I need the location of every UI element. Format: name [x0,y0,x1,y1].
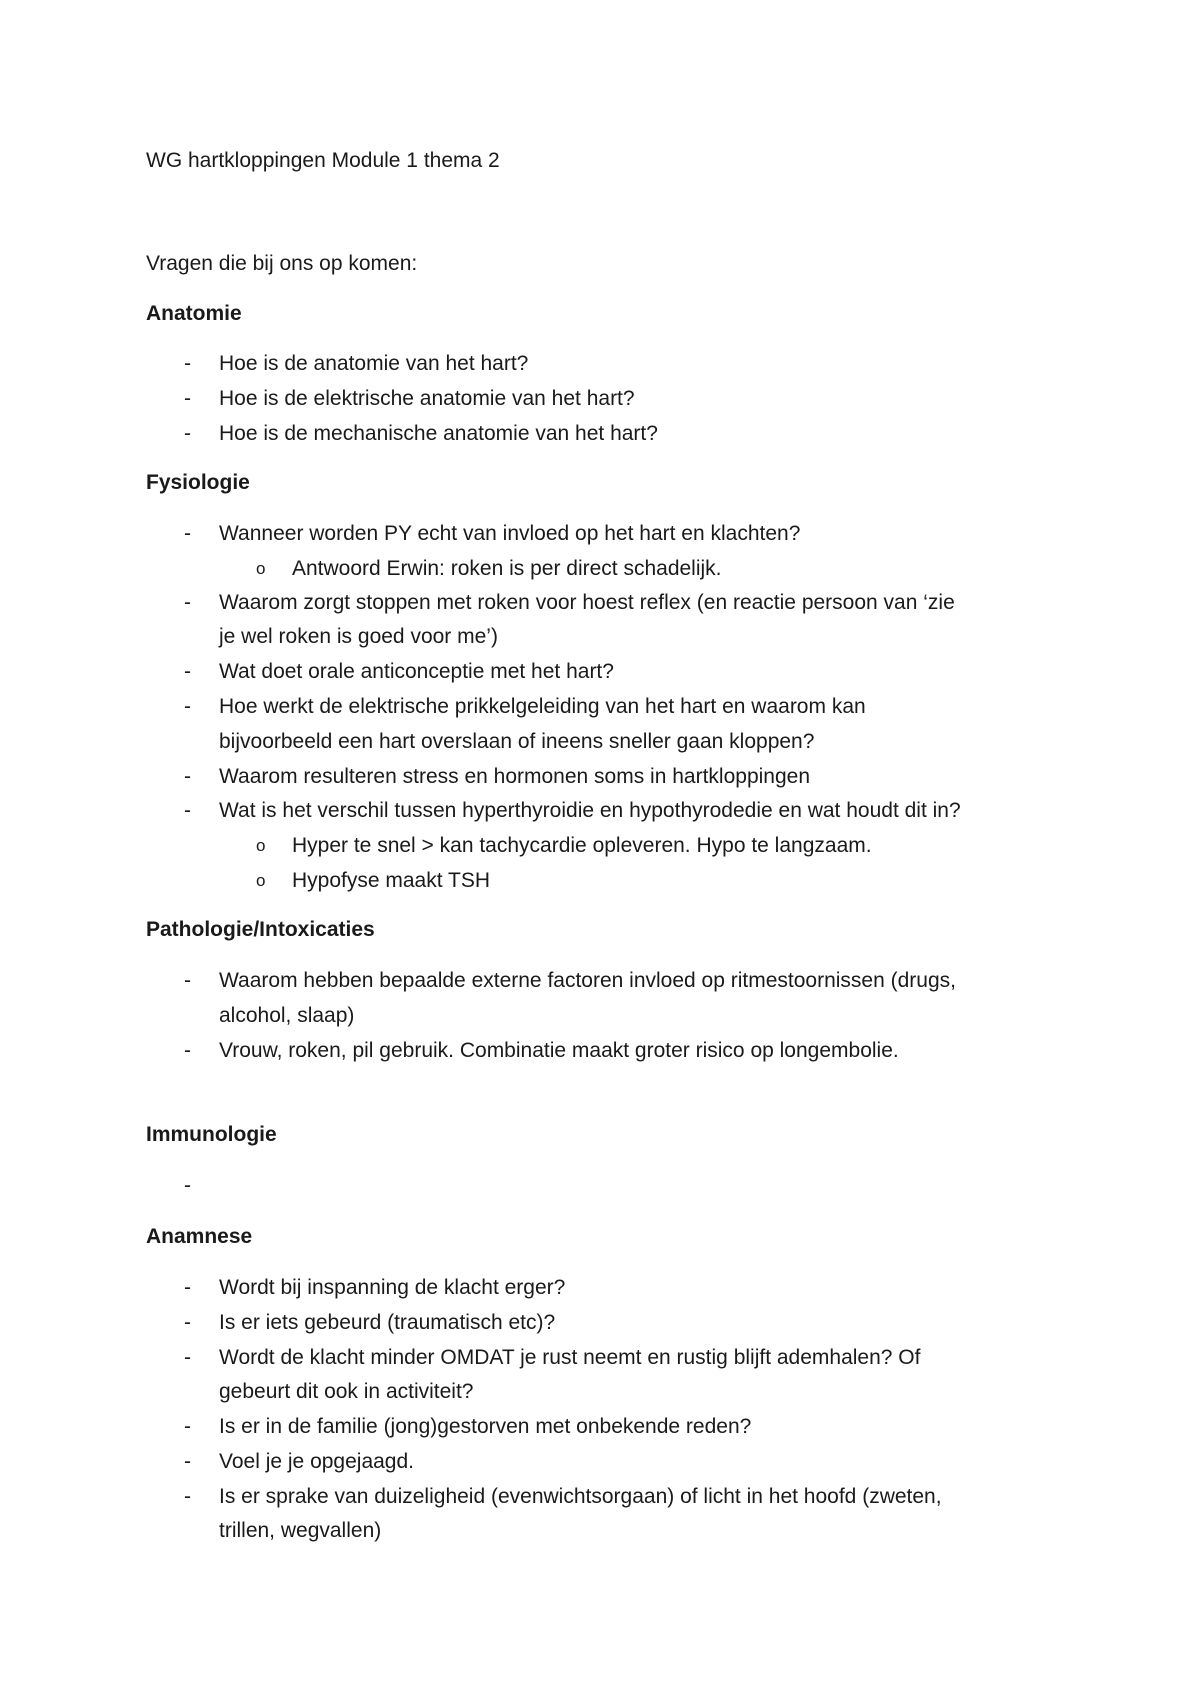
heading-anatomie: Anatomie [146,302,242,325]
list-item-text: Voel je je opgejaagd. [219,1450,414,1473]
sub-list-item-text: Hypofyse maakt TSH [292,869,491,892]
list-item-text: Hoe werkt de elektrische prikkelgeleiding van het hart en waarom kan [219,695,866,718]
list-item-text: je wel roken is goed voor me’) [219,625,498,648]
sub-list-item-text: Hyper te snel > kan tachycardie opleveren. Hypo te langzaam. [292,834,872,857]
list-dash: - [184,799,191,822]
list-dash: - [184,695,191,718]
sub-bullet: o [256,836,266,855]
list-dash: - [184,660,191,683]
list-dash: - [184,522,191,545]
list-dash: - [184,1276,191,1299]
list-item-text: bijvoorbeeld een hart overslaan of ineens sneller gaan kloppen? [219,730,815,753]
list-item-text: Is er iets gebeurd (traumatisch etc)? [219,1311,556,1334]
list-dash: - [184,387,191,410]
list-dash: - [184,422,191,445]
list-dash: - [184,1346,191,1369]
document-title: WG hartkloppingen Module 1 thema 2 [146,149,500,172]
list-item-text: Is er sprake van duizeligheid (evenwichtsorgaan) of licht in het hoofd (zweten, [219,1485,942,1508]
list-item-text: Waarom hebben bepaalde externe factoren invloed op ritmestoornissen (drugs, [219,969,956,992]
list-dash: - [184,1311,191,1334]
heading-fysiologie: Fysiologie [146,471,250,494]
sub-bullet: o [256,871,266,890]
list-dash: - [184,1415,191,1438]
sub-list-item-text: Antwoord Erwin: roken is per direct schadelijk. [292,557,722,580]
list-item-text: Hoe is de anatomie van het hart? [219,352,529,375]
list-item-text: trillen, wegvallen) [219,1519,382,1542]
sub-bullet: o [256,559,266,578]
list-item-text: Waarom zorgt stoppen met roken voor hoest reflex (en reactie persoon van ‘zie [219,591,955,614]
list-item-text: Waarom resulteren stress en hormonen soms in hartkloppingen [219,765,811,788]
heading-anamnese: Anamnese [146,1225,253,1248]
list-item-text: Hoe is de elektrische anatomie van het hart? [219,387,635,410]
list-item-text: Wordt de klacht minder OMDAT je rust neemt en rustig blijft ademhalen? Of [219,1346,921,1369]
list-dash: - [184,352,191,375]
list-item-text: alcohol, slaap) [219,1004,355,1027]
list-item-text: gebeurt dit ook in activiteit? [219,1380,474,1403]
heading-immunologie: Immunologie [146,1123,277,1146]
list-item-text: Wanneer worden PY echt van invloed op het hart en klachten? [219,522,801,545]
list-dash: - [184,1450,191,1473]
list-dash: - [184,591,191,614]
list-dash: - [184,1485,191,1508]
list-item-text: Wat is het verschil tussen hyperthyroidie en hypothyrodedie en wat houdt dit in? [219,799,961,822]
list-item-text: Vrouw, roken, pil gebruik. Combinatie maakt groter risico op longembolie. [219,1039,899,1062]
list-item-text: Wat doet orale anticonceptie met het hart? [219,660,614,683]
intro-text: Vragen die bij ons op komen: [146,252,418,275]
heading-pathologie: Pathologie/Intoxicaties [146,918,375,941]
list-dash: - [184,969,191,992]
list-dash: - [184,765,191,788]
list-item-text: Wordt bij inspanning de klacht erger? [219,1276,566,1299]
list-item-text: Is er in de familie (jong)gestorven met onbekende reden? [219,1415,752,1438]
list-dash: - [184,1174,191,1197]
list-dash: - [184,1039,191,1062]
list-item-text: Hoe is de mechanische anatomie van het hart? [219,422,658,445]
